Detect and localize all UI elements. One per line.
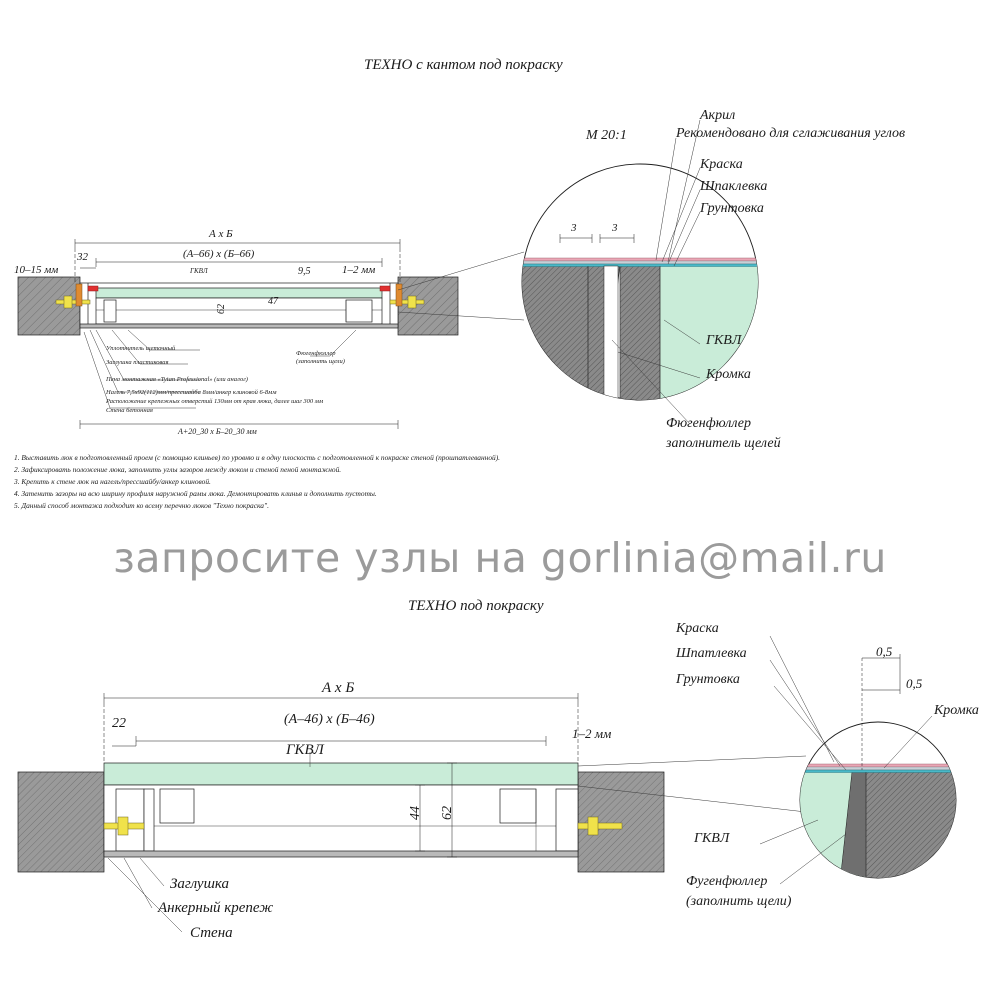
callout-gkvl: ГКВЛ [706,333,742,348]
dim-detail-right: 3 [612,222,618,234]
dim-detail-left: 3 [571,222,577,234]
inner-label-hole-spacing: Расположение крепежных отверстий 130мм от края люка, далее шаг 300 мм [106,398,324,405]
dim-detail-top-bottom: 0,5 [876,644,893,659]
callout-primer-bottom: Грунтовка [676,672,740,687]
callout-edge: Кромка [706,367,751,382]
dim-left-offset-top: 32 [77,251,88,263]
callout-paint: Краска [700,157,743,172]
callout-fugenfuller-bottom: Фугенфюллер [686,874,768,889]
callout-edge-bottom: Кромка [934,703,979,718]
inner-label-fugenfuller-top: Фюгенфюллер [296,350,336,357]
inner-label-gkvl-bottom: ГКВЛ [286,742,324,758]
callout-recommended: Рекомендовано для сглаживания углов [676,126,906,141]
dim-overall-bottom: А х Б [322,680,355,696]
dim-overall-top: А х Б [209,228,233,240]
inner-label-dowel: Нагель 7,5х92(112)мм/прессшайба 8мм/анкер клиновой 6-8мм [106,389,277,396]
inner-label-plastic-cap: Заглушка пластиковая [106,359,169,366]
dim-inner-top: (А–66) х (Б–66) [183,248,255,260]
inner-label-cap-bottom: Заглушка [170,876,230,892]
top-drawing-title: ТЕХНО с кантом под покраску [364,57,563,73]
note-5: 5. Данный способ монтажа подходит ко всему перечню люков "Техно покраска". [14,500,269,510]
dim-left-offset-bottom: 22 [112,716,126,731]
note-2: 2. Зафиксировать положение люка, заполнить углы зазоров между люком и стеной пеной монтажной. [14,464,342,474]
callout-fill-gaps-bottom: (заполнить щели) [686,894,792,909]
dim-depth-62-bottom: 62 [440,806,455,820]
dim-panel-thickness: 9,5 [298,266,311,277]
dim-wall-gap-top: 10–15 мм [14,264,59,276]
callout-fugenfuller: Фюгенфюллер [666,416,751,431]
scale-label: М 20:1 [586,128,627,143]
inner-label-fill-gaps-top: (заполнить щели) [296,358,345,365]
dim-depth-44: 44 [408,806,423,820]
dim-bottom-top-section: А+20_30 х Б–20_30 мм [178,427,257,436]
callout-akril: Акрил [700,108,736,123]
bottom-drawing-title: ТЕХНО под покраску [408,598,544,614]
inner-label-brush-seal: Уплотнитель щеточный [106,345,176,352]
dim-gap-right-top: 1–2 мм [342,264,376,276]
inner-label-gkvl-top: ГКВЛ [190,267,208,275]
callout-putty-bottom: Шпатлевка [676,646,747,661]
dim-detail-bottom-bottom: 0,5 [906,676,923,691]
dim-inner-bottom: (А–46) х (Б–46) [284,712,375,727]
note-3: 3. Крепить к стене люк на нагель/прессшайбу/анкер клиновой. [14,476,211,486]
note-4: 4. Затенить зазоры на всю ширину профиля наружной рамы люка. Демонтировать клинья и дополнить пустоты. [14,488,377,498]
callout-primer: Грунтовка [700,201,764,216]
callout-putty: Шпаклевка [700,179,768,194]
dim-depth-47: 47 [268,296,278,307]
callout-filler: заполнитель щелей [666,436,781,451]
inner-label-wall-bottom: Стена [190,925,233,941]
callout-paint-bottom: Краска [676,621,719,636]
dim-gap-right-bottom: 1–2 мм [572,726,612,741]
inner-label-concrete-wall: Стена бетонная [106,407,153,414]
dim-depth-62: 62 [216,304,227,314]
installation-notes [14,452,664,512]
note-1: 1. Выставить люк в подготовленный проем (с помощью клиньев) по уровню и в одну плоскость с подготовленной к покраске стеной (прошпатлеванной). [14,453,501,462]
inner-label-foam: Пена монтажная «Tytan Professional» (или аналог) [106,376,248,383]
callout-gkvl-bottom: ГКВЛ [694,831,730,846]
inner-label-anchor-bottom: Анкерный крепеж [158,900,274,916]
watermark-text: запросите узлы на gorlinia@mail.ru [113,534,887,582]
